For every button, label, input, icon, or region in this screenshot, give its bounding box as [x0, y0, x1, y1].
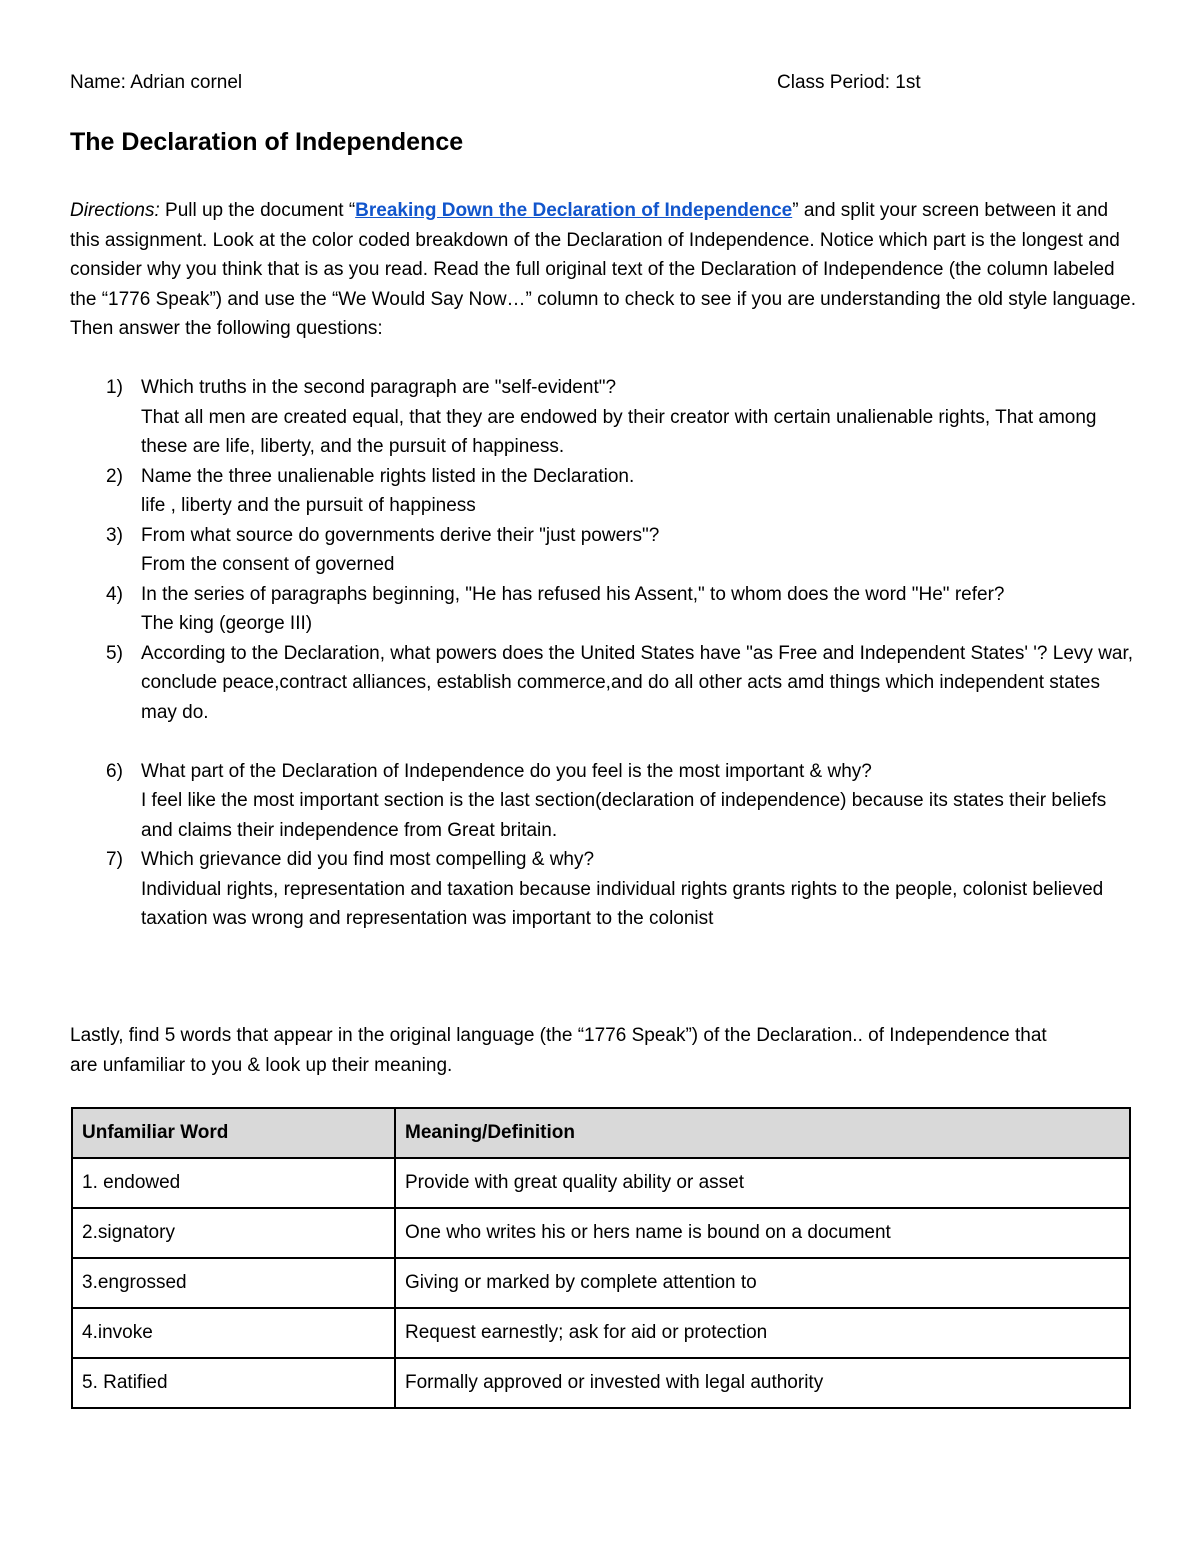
- definition-cell: Request earnestly; ask for aid or protection: [395, 1308, 1130, 1358]
- column-header-word: Unfamiliar Word: [72, 1108, 395, 1158]
- table-header-row: [72, 1108, 1130, 1158]
- class-period: Class Period: 1st: [777, 72, 921, 93]
- question-number: 2): [106, 465, 123, 487]
- question-item: [70, 462, 1140, 521]
- question-number: 4): [106, 583, 123, 605]
- question-list: [70, 373, 1140, 934]
- question-text: From what source do governments derive their "just powers"?: [141, 524, 660, 546]
- word-cell: 1. endowed: [72, 1158, 395, 1208]
- directions-text-before-link: Pull up the document “: [159, 200, 356, 221]
- question-text: According to the Declaration, what powers does the United States have "as Free and Independent States' '?: [141, 642, 1048, 664]
- directions-text-after-link: ” and split your screen between it and this assignment. Look at the color coded breakdown of the Declaration of Independence. Notice which part is the longest and consider why you think that is as you read. Read the full original text of the Declaration of Independence (the column labeled the “1776 Speak”) and use the “We Would Say Now…” column to check to see if you are understanding the old style language. Then answer the following questions:: [70, 200, 1137, 339]
- definition-cell: Provide with great quality ability or asset: [395, 1158, 1130, 1208]
- question-text: Which truths in the second paragraph are "self-evident"?: [141, 377, 617, 398]
- answer-text: Individual rights, representation and taxation because individual rights grants rights to the people, colonist believed taxation was wrong and representation was important to the colonist: [141, 878, 1104, 929]
- question-text: In the series of paragraphs beginning, "He has refused his Assent," to whom does the word "He" refer?: [141, 583, 1005, 605]
- question-number: 7): [106, 849, 123, 870]
- answer-text: life , liberty and the pursuit of happiness: [141, 495, 476, 516]
- answer-text: I feel like the most important section is the last section(declaration of independence) because its states their beliefs and claims their independence from Great britain.: [141, 790, 1107, 841]
- question-item: [70, 521, 1140, 580]
- question-item: [70, 845, 1140, 934]
- lastly-instructions: Lastly, find 5 words that appear in the original language (the “1776 Speak”) of the Declaration.. of Independence that are unfamiliar to you & look up their meaning.: [70, 1025, 1047, 1076]
- word-cell: 3.engrossed: [72, 1258, 395, 1308]
- table-row: [72, 1158, 1130, 1208]
- word-cell: 2.signatory: [72, 1208, 395, 1258]
- question-number: 1): [106, 377, 123, 398]
- header-line: [70, 72, 1130, 100]
- table-row: [72, 1308, 1130, 1358]
- table-row: [72, 1258, 1130, 1308]
- question-item: [70, 580, 1140, 639]
- vocab-table: [71, 1107, 1131, 1409]
- directions-paragraph: [70, 196, 1140, 344]
- question-item: [70, 639, 1140, 728]
- answer-text: Levy war, conclude peace,contract alliances, establish commerce,and do all other acts amd things which independent states may do.: [141, 642, 1134, 723]
- question-text: Which grievance did you find most compelling & why?: [141, 849, 595, 870]
- question-number: 6): [106, 760, 123, 782]
- definition-cell: Formally approved or invested with legal authority: [395, 1358, 1130, 1408]
- breaking-down-declaration-link[interactable]: Breaking Down the Declaration of Independence: [355, 200, 793, 221]
- question-number: 5): [106, 642, 123, 664]
- word-cell: 5. Ratified: [72, 1358, 395, 1408]
- question-text: Name the three unalienable rights listed in the Declaration.: [141, 465, 635, 487]
- question-item: [70, 373, 1140, 462]
- question-text: What part of the Declaration of Independence do you feel is the most important & why?: [141, 760, 872, 782]
- answer-text: The king (george III): [141, 613, 313, 634]
- table-row: [72, 1208, 1130, 1258]
- answer-text: From the consent of governed: [141, 554, 395, 575]
- question-item: [70, 757, 1140, 846]
- word-cell: 4.invoke: [72, 1308, 395, 1358]
- directions-label: Directions:: [70, 200, 160, 221]
- question-with-answer: [141, 639, 1140, 728]
- question-number: 3): [106, 524, 123, 546]
- student-name: Name: Adrian cornel: [70, 72, 243, 93]
- table-row: [72, 1358, 1130, 1408]
- definition-cell: Giving or marked by complete attention to: [395, 1258, 1130, 1308]
- column-header-definition: Meaning/Definition: [395, 1108, 1130, 1158]
- answer-text: That all men are created equal, that they are endowed by their creator with certain unalienable rights, That among these are life, liberty, and the pursuit of happiness.: [141, 406, 1097, 457]
- definition-cell: One who writes his or hers name is bound on a document: [395, 1208, 1130, 1258]
- page-title: The Declaration of Independence: [70, 128, 464, 156]
